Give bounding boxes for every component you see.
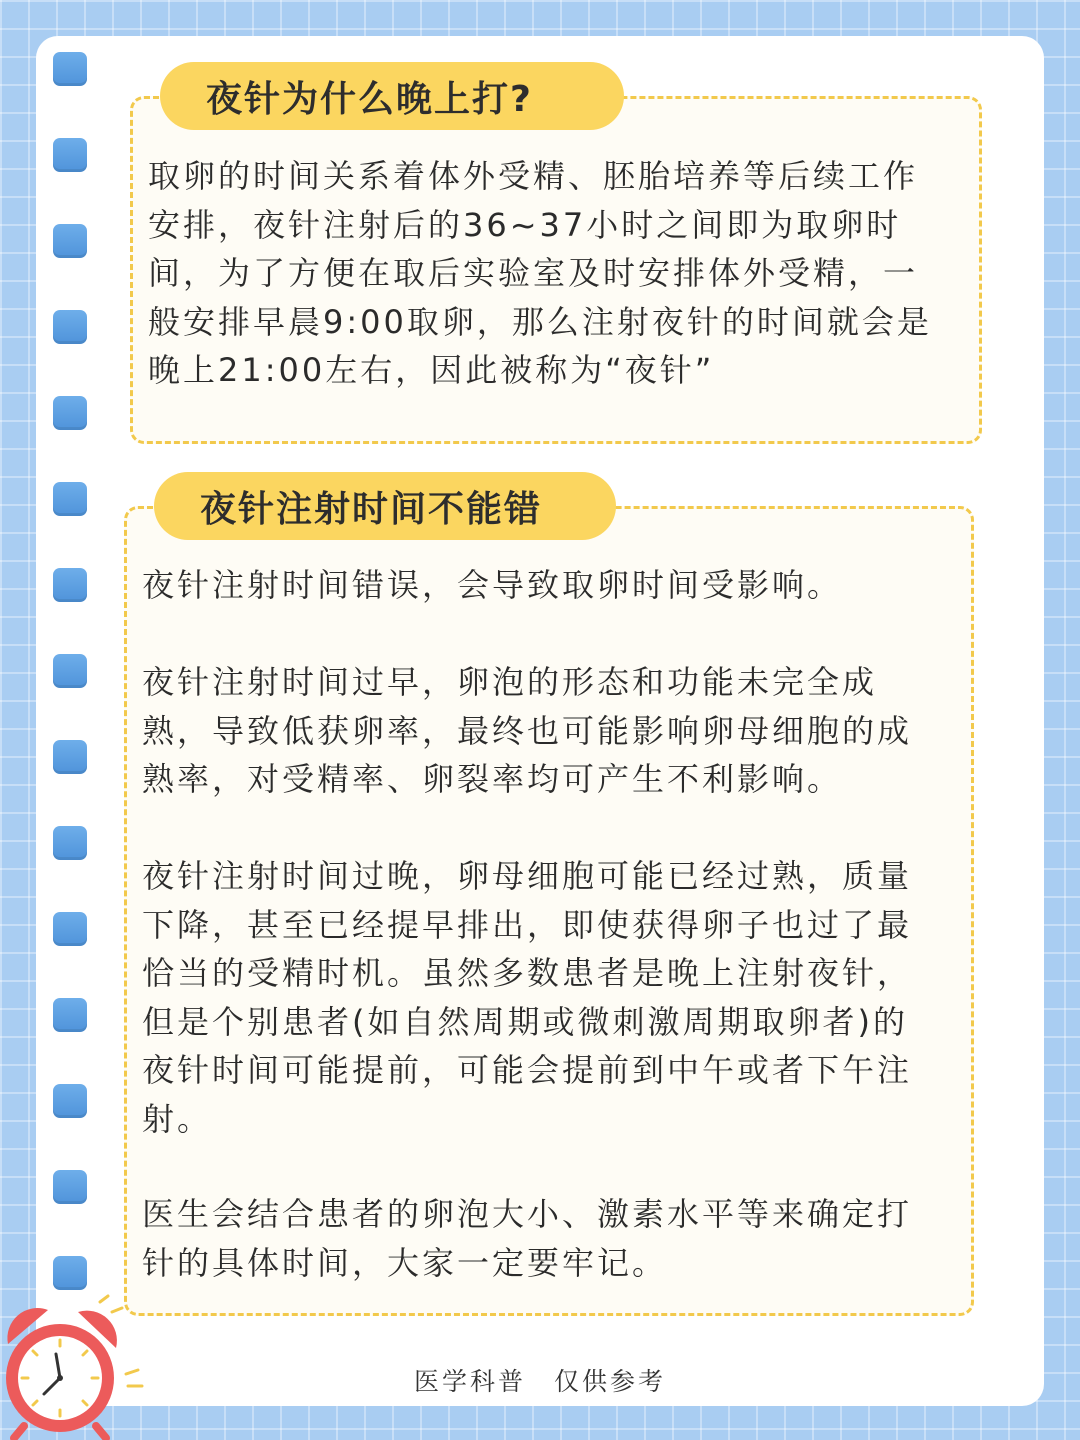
binder-ring xyxy=(53,912,87,946)
section1-paragraph: 取卵的时间关系着体外受精、胚胎培养等后续工作安排，夜针注射后的36~37小时之间即为取卵时间，为了方便在取后实验室及时安排体外受精，一般安排早晨9:00取卵，那么注射夜针的时间就会是晚上21:00左右，因此被称为“夜针” xyxy=(148,157,932,389)
binder-ring xyxy=(53,396,87,430)
binder-ring xyxy=(53,224,87,258)
binder-ring xyxy=(53,1170,87,1204)
footer-note: 医学科普 仅供参考 xyxy=(413,1367,666,1396)
alarm-clock-icon xyxy=(0,1292,150,1440)
binder-ring xyxy=(53,138,87,172)
binder-ring xyxy=(53,654,87,688)
section1-title: 夜针为什么晚上打? xyxy=(160,62,624,130)
section2-paragraph-4: 医生会结合患者的卵泡大小、激素水平等来确定打针的具体时间，大家一定要牢记。 xyxy=(142,1195,913,1282)
binder-ring xyxy=(53,740,87,774)
binder-ring xyxy=(53,1084,87,1118)
binder-rings xyxy=(53,52,89,1302)
binder-ring xyxy=(53,482,87,516)
binder-ring xyxy=(53,826,87,860)
binder-ring xyxy=(53,310,87,344)
section2-paragraph-3: 夜针注射时间过晚，卵母细胞可能已经过熟，质量下降，甚至已经提早排出，即使获得卵子也过了最恰当的受精时机。虽然多数患者是晚上注射夜针，但是个别患者(如自然周期或微刺激周期取卵者)的夜针时间可能提前，可能会提前到中午或者下午注射。 xyxy=(142,857,913,1138)
binder-ring xyxy=(53,52,87,86)
section2-paragraph-2: 夜针注射时间过早，卵泡的形态和功能未完全成熟，导致低获卵率，最终也可能影响卵母细胞的成熟率，对受精率、卵裂率均可产生不利影响。 xyxy=(142,663,913,798)
binder-ring xyxy=(53,998,87,1032)
section2-title: 夜针注射时间不能错 xyxy=(154,472,616,540)
binder-ring xyxy=(53,568,87,602)
binder-ring xyxy=(53,1256,87,1290)
section2-paragraph-1: 夜针注射时间错误，会导致取卵时间受影响。 xyxy=(142,566,843,604)
